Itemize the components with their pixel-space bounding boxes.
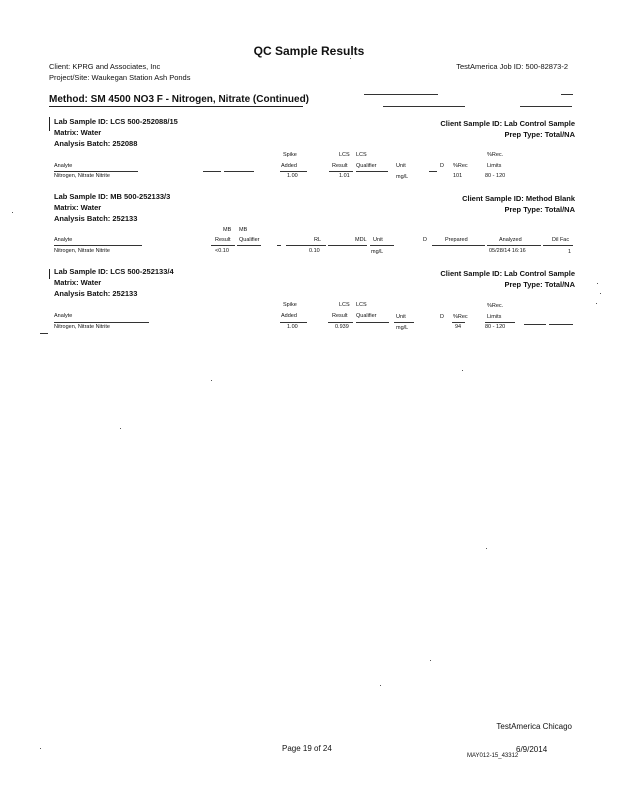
col-rec-limits: %Rec. [487,152,504,158]
prep-type: Prep Type: Total/NA [504,130,575,139]
row-unit: mg/L [371,249,384,255]
col-qualifier: Qualifier [239,237,260,243]
lab-sample-id: Lab Sample ID: MB 500-252133/3 [54,192,171,201]
col-dil-fac: Dil Fac [552,237,570,243]
footer-doc-id: MAY012-15_43312 [467,753,519,759]
col-added: Added [281,313,297,319]
col-d: D [440,314,444,320]
col-spike: Spike [283,302,297,308]
page-title: QC Sample Results [253,44,365,58]
col-unit: Unit [373,237,383,243]
col-rec: %Rec [453,163,468,169]
col-limits: Limits [487,163,502,169]
col-qualifier: Qualifier [356,313,377,319]
col-added: Added [281,163,297,169]
col-result: Result [332,313,348,319]
analysis-batch: Analysis Batch: 252133 [54,289,138,298]
col-rl: RL [314,237,322,243]
matrix: Matrix: Water [54,278,102,287]
row-result: 0.939 [335,324,349,330]
row-dil-fac: 1 [568,249,572,255]
qc-section-lcs-252133 [49,267,575,347]
job-id: TestAmerica Job ID: 500-82873-2 [456,62,568,71]
col-rec: %Rec [453,314,468,320]
col-unit: Unit [396,163,406,169]
row-result: <0.10 [215,248,229,254]
col-mb-q: MB [239,227,248,233]
prep-type: Prep Type: Total/NA [504,205,575,214]
project-site: Project/Site: Waukegan Station Ash Ponds [49,73,191,82]
col-analyzed: Analyzed [499,237,522,243]
col-qualifier: Qualifier [356,163,377,169]
col-analyte: Analyte [54,313,73,319]
row-limits: 80 - 120 [485,324,506,330]
qc-section-mb-252133 [49,192,575,262]
client-sample-id: Client Sample ID: Lab Control Sample [440,119,575,128]
footer-lab-name: TestAmerica Chicago [496,722,572,731]
row-spike: 1.00 [287,173,298,179]
row-spike: 1.00 [287,324,298,330]
footer-date: 6/9/2014 [516,745,548,754]
row-unit: mg/L [396,325,409,331]
col-mdl: MDL [355,237,367,243]
row-rec: 94 [455,324,462,330]
col-prepared: Prepared [445,237,468,243]
qc-section-lcs-252088 [49,117,575,187]
col-analyte: Analyte [54,163,73,169]
row-analyte: Nitrogen, Nitrate Nitrite [54,324,110,330]
col-result: Result [215,237,231,243]
col-unit: Unit [396,314,406,320]
col-lcs: LCS [339,152,350,158]
row-rl: 0.10 [309,248,320,254]
col-analyte: Analyte [54,237,73,243]
prep-type: Prep Type: Total/NA [504,280,575,289]
col-lcs-q: LCS [356,302,367,308]
analysis-batch: Analysis Batch: 252088 [54,139,138,148]
client-name: Client: KPRG and Associates, Inc [49,62,161,71]
col-limits: Limits [487,314,502,320]
row-rec: 101 [453,173,463,179]
client-sample-id: Client Sample ID: Lab Control Sample [440,269,575,278]
lab-sample-id: Lab Sample ID: LCS 500-252133/4 [54,267,174,276]
row-analyte: Nitrogen, Nitrate Nitrite [54,173,110,179]
col-d: D [440,163,444,169]
col-lcs: LCS [339,302,350,308]
col-spike: Spike [283,152,297,158]
analysis-batch: Analysis Batch: 252133 [54,214,138,223]
method-heading: Method: SM 4500 NO3 F - Nitrogen, Nitrate (Continued) [49,94,310,105]
row-result: 1.01 [339,173,350,179]
matrix: Matrix: Water [54,128,102,137]
col-lcs-q: LCS [356,152,367,158]
row-limits: 80 - 120 [485,173,506,179]
row-unit: mg/L [396,174,409,180]
col-rec-limits: %Rec. [487,303,504,309]
row-analyte: Nitrogen, Nitrate Nitrite [54,248,110,254]
matrix: Matrix: Water [54,203,102,212]
col-d: D [423,237,427,243]
lab-sample-id: Lab Sample ID: LCS 500-252088/15 [54,117,178,126]
col-result: Result [332,163,348,169]
row-analyzed: 05/28/14 16:16 [489,248,526,254]
footer-page-number: Page 19 of 24 [282,744,332,753]
client-sample-id: Client Sample ID: Method Blank [462,194,575,203]
col-mb: MB [223,227,232,233]
